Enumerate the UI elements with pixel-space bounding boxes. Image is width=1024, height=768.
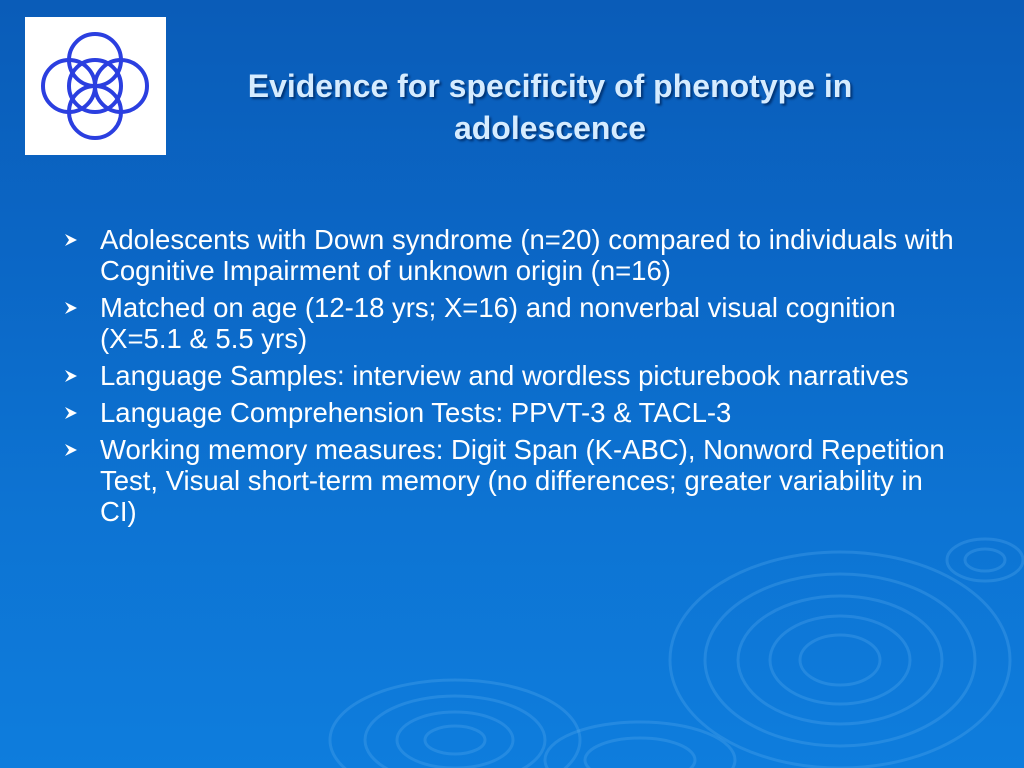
bullet-text: Language Comprehension Tests: PPVT-3 & TACL-3	[100, 397, 732, 428]
bullet-item	[60, 224, 960, 286]
bullet-item	[60, 360, 960, 391]
bullet-text: Matched on age (12-18 yrs; X=16) and nonverbal visual cognition (X=5.1 & 5.5 yrs)	[100, 292, 896, 354]
arrow-bullet-icon	[64, 233, 78, 247]
bullet-item	[60, 397, 960, 428]
interlocking-circles-logo-icon	[25, 17, 166, 155]
arrow-bullet-icon	[64, 443, 78, 457]
bullet-item	[60, 292, 960, 354]
bullet-text: Adolescents with Down syndrome (n=20) compared to individuals with Cognitive Impairment of unknown origin (n=16)	[100, 224, 954, 286]
slide-title: Evidence for specificity of phenotype in adolescence	[247, 68, 853, 146]
bullet-text: Language Samples: interview and wordless picturebook narratives	[100, 360, 909, 391]
arrow-bullet-icon	[64, 406, 78, 420]
bullet-list	[60, 224, 960, 533]
logo	[25, 17, 166, 155]
bullet-text: Working memory measures: Digit Span (K-ABC), Nonword Repetition Test, Visual short-term memory (no differences; greater variability in CI)	[100, 434, 945, 527]
arrow-bullet-icon	[64, 301, 78, 315]
bullet-item	[60, 434, 960, 527]
arrow-bullet-icon	[64, 369, 78, 383]
